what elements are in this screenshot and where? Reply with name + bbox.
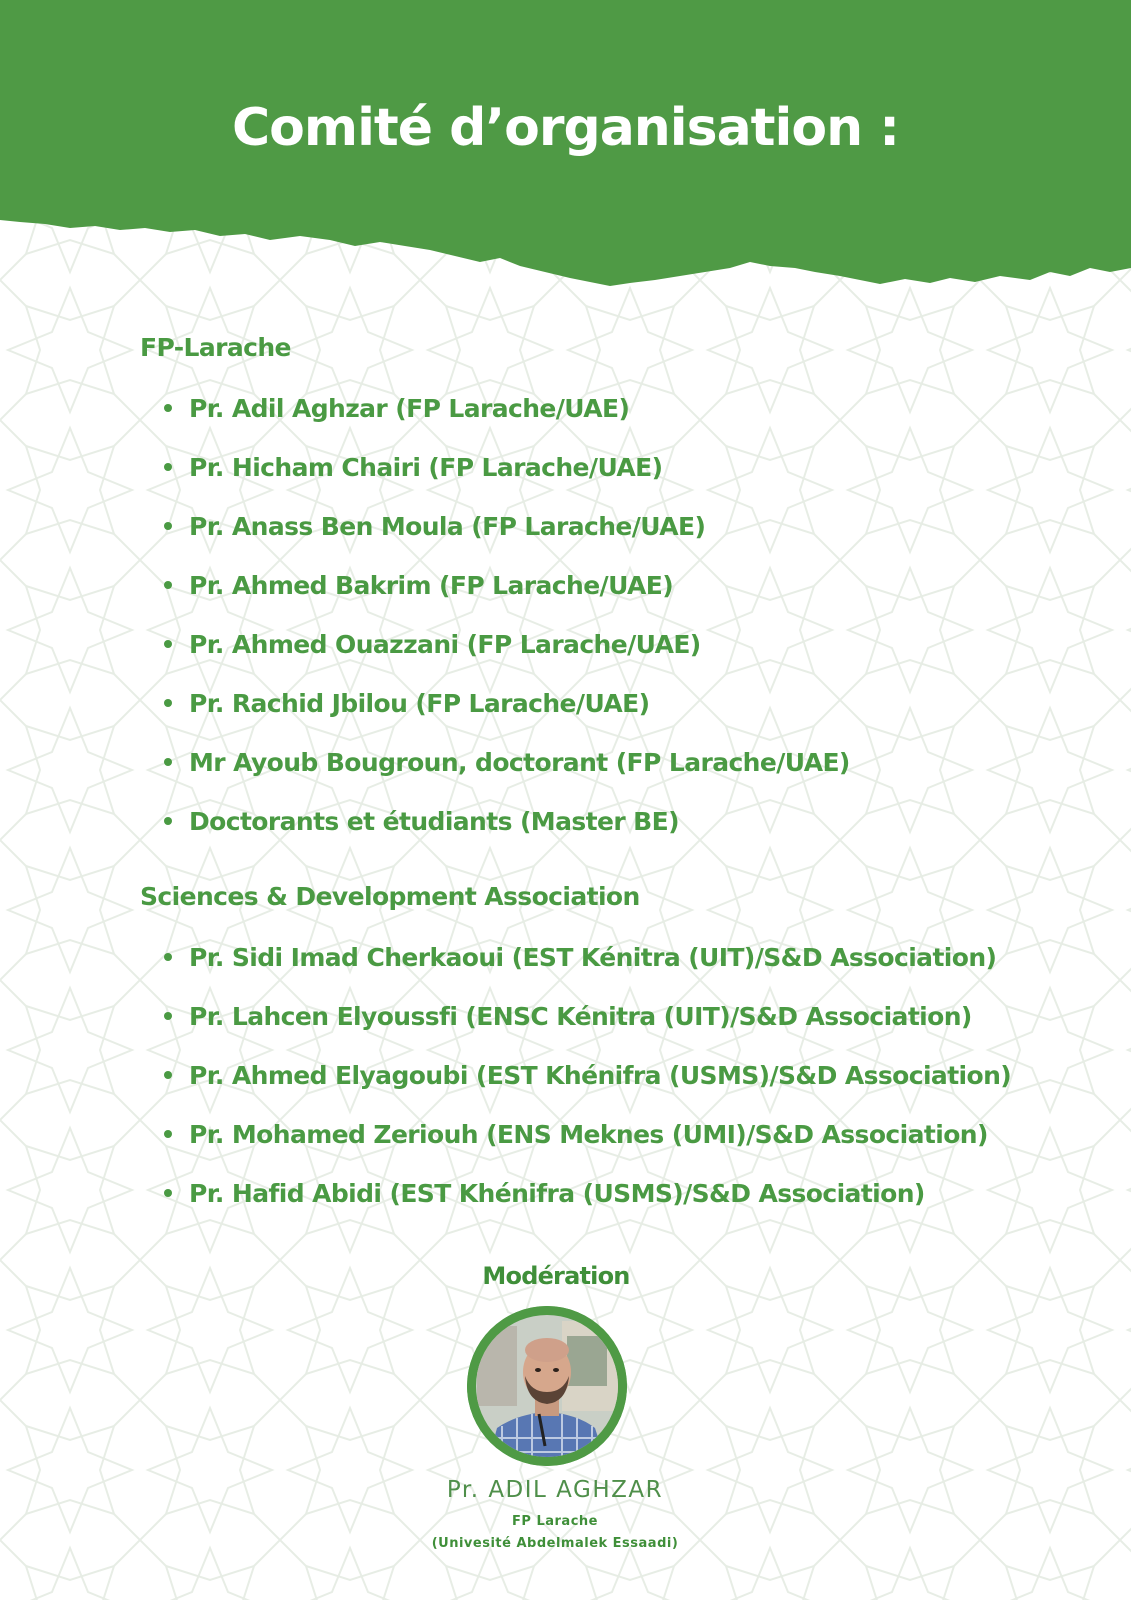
list-item: Pr. Hafid Abidi (EST Khénifra (USMS)/S&D Association) [164,1179,925,1209]
bullet-icon [164,581,172,589]
bullet-icon [164,463,172,471]
list-item: Pr. Ahmed Elyagoubi (EST Khénifra (USMS)/S&D Association) [164,1061,1011,1091]
bullet-icon [164,817,172,825]
moderation-heading: Modération [482,1262,630,1290]
list-item: Pr. Sidi Imad Cherkaoui (EST Kénitra (UIT)/S&D Association) [164,943,996,973]
list-item: Pr. Hicham Chairi (FP Larache/UAE) [164,453,662,483]
moderator-university: (Univesité Abdelmalek Essaadi) [431,1536,679,1551]
bullet-icon [164,758,172,766]
bullet-icon [164,1189,172,1197]
bullet-icon [164,640,172,648]
page-title: Comité d’organisation : [232,98,899,158]
bullet-icon [164,1071,172,1079]
section-title-fp-larache: FP-Larache [140,333,291,362]
list-item: Pr. Rachid Jbilou (FP Larache/UAE) [164,689,649,719]
bullet-icon [164,953,172,961]
list-item: Doctorants et étudiants (Master BE) [164,807,679,837]
bullet-icon [164,522,172,530]
moderator-name: Pr. ADIL AGHZAR [446,1477,664,1503]
list-item: Pr. Anass Ben Moula (FP Larache/UAE) [164,512,705,542]
section-title-sd-association: Sciences & Development Association [140,882,640,911]
list-item: Pr. Ahmed Ouazzani (FP Larache/UAE) [164,630,701,660]
list-item: Pr. Ahmed Bakrim (FP Larache/UAE) [164,571,673,601]
moderator-affiliation: FP Larache [512,1514,598,1529]
bullet-icon [164,404,172,412]
list-item: Pr. Mohamed Zeriouh (ENS Meknes (UMI)/S&D Association) [164,1120,988,1150]
list-item: Pr. Lahcen Elyoussfi (ENSC Kénitra (UIT)/S&D Association) [164,1002,972,1032]
bullet-icon [164,699,172,707]
avatar [467,1306,627,1466]
list-item: Pr. Adil Aghzar (FP Larache/UAE) [164,394,629,424]
bullet-icon [164,1012,172,1020]
bullet-icon [164,1130,172,1138]
list-item: Mr Ayoub Bougroun, doctorant (FP Larache/UAE) [164,748,850,778]
